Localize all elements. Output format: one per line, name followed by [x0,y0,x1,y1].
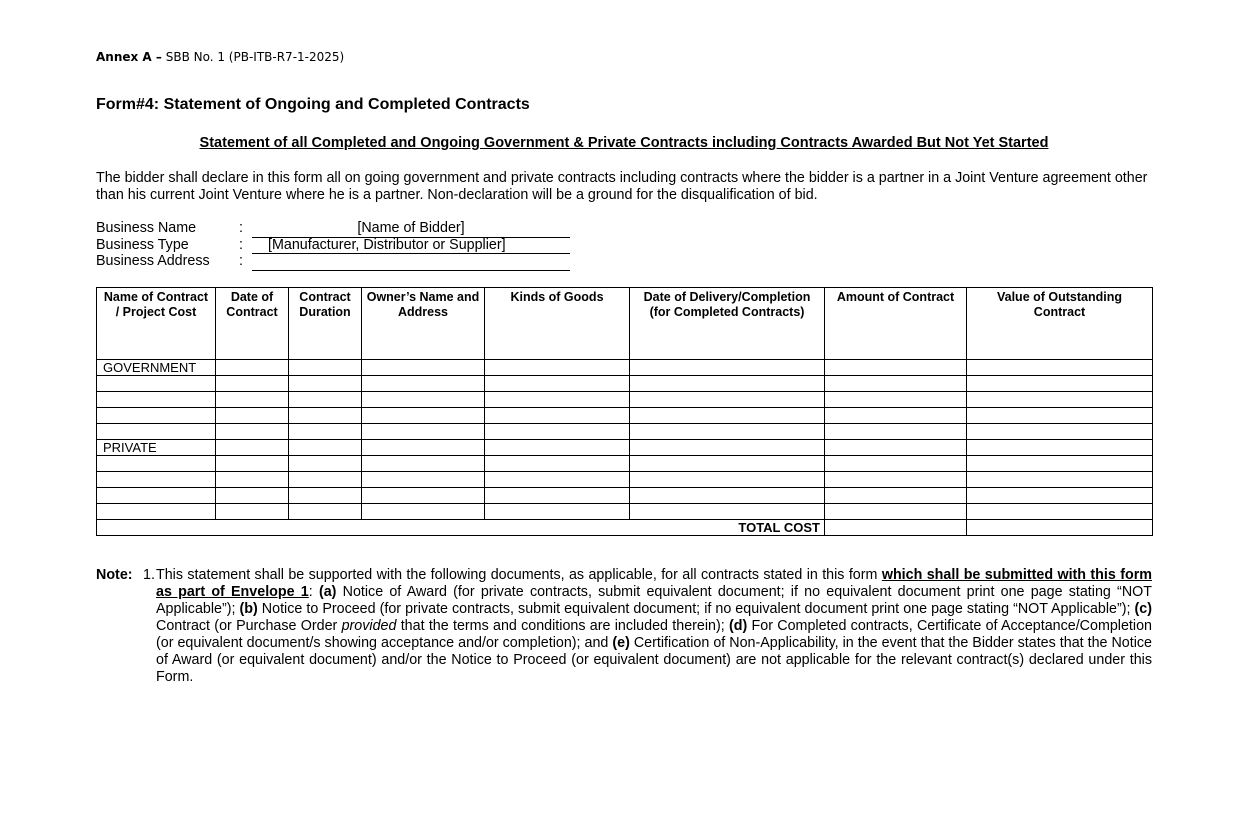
note-item-d-label: (d) [729,618,748,634]
business-address-colon: : [239,253,243,269]
note-item-b: Notice to Proceed (for private contracts, submit equivalent document; if no equivalent document print one page stating “NOT Applicable”); [257,601,1135,617]
col-header-owner: Owner’s Name and Address [362,288,485,360]
col-header-contract-duration: Contract Duration [289,288,362,360]
table-cell[interactable] [825,472,967,488]
table-row [97,456,1153,472]
table-cell[interactable] [825,440,967,456]
table-cell[interactable] [97,408,216,424]
table-row [97,504,1153,520]
note-item-c-part1: Contract (or Purchase Order [156,618,342,634]
table-cell[interactable] [967,472,1153,488]
table-cell[interactable] [216,360,289,376]
table-cell[interactable] [485,488,630,504]
note-label: Note: [96,567,133,583]
table-row [97,408,1153,424]
table-cell[interactable] [630,472,825,488]
note-item-d: For Completed contracts, Certificate of Acceptance/Completion (or equivalent document/s showing acceptance and/or completion); and [156,618,1152,651]
table-cell[interactable] [362,360,485,376]
table-cell[interactable] [362,472,485,488]
table-cell[interactable] [216,504,289,520]
table-row [97,472,1153,488]
total-outstanding-cell[interactable] [967,520,1153,536]
table-cell[interactable] [97,504,216,520]
table-row-private [97,440,1153,456]
table-cell[interactable] [97,392,216,408]
col-header-date-of-contract: Date of Contract [216,288,289,360]
table-cell[interactable] [289,392,362,408]
table-row [97,392,1153,408]
table-cell[interactable] [630,456,825,472]
form-subtitle: Statement of all Completed and Ongoing Government & Private Contracts including Contracts Awarded But Not Yet Started [199,135,1049,151]
note-item-e: Certification of Non-Applicability, in the event that the Bidder states that the Notice of Award (or equivalent document) and/or the Notice to Proceed (or equivalent document) are not applicable for the relevant contract(s) declared under this Form. [156,635,1152,685]
table-cell[interactable] [216,440,289,456]
table-header-row [97,288,1153,360]
table-cell[interactable] [289,376,362,392]
table-cell[interactable] [630,424,825,440]
business-type-field[interactable]: [Manufacturer, Distributor or Supplier] [252,237,570,254]
table-cell[interactable] [485,408,630,424]
table-cell[interactable] [289,472,362,488]
section-label-government: GOVERNMENT [97,360,216,376]
table-cell[interactable] [485,376,630,392]
table-cell[interactable] [362,488,485,504]
table-cell[interactable] [485,456,630,472]
business-type-label: Business Type [96,237,189,253]
note-item-a-label: (a) [318,584,337,600]
table-cell[interactable] [630,488,825,504]
table-cell[interactable] [289,408,362,424]
table-row-total [97,520,1153,536]
table-cell[interactable] [289,440,362,456]
table-row [97,424,1153,440]
annex-header [96,50,344,64]
table-cell[interactable] [825,360,967,376]
table-cell[interactable] [362,424,485,440]
note-item-c-italic: provided [341,618,397,634]
table-cell[interactable] [216,424,289,440]
table-cell[interactable] [825,424,967,440]
table-cell[interactable] [289,456,362,472]
table-cell[interactable] [967,392,1153,408]
annex-label: Annex A – [96,50,162,64]
table-cell[interactable] [362,440,485,456]
annex-reference: SBB No. 1 (PB-ITB-R7-1-2025) [161,50,345,64]
col-header-delivery-date: Date of Delivery/Completion (for Completed Contracts) [630,288,825,360]
table-cell[interactable] [362,504,485,520]
note-text [156,567,1152,686]
table-cell[interactable] [485,360,630,376]
table-cell[interactable] [289,488,362,504]
table-cell[interactable] [630,392,825,408]
table-cell[interactable] [216,392,289,408]
table-cell[interactable] [216,456,289,472]
section-label-private: PRIVATE [97,440,216,456]
table-cell[interactable] [289,360,362,376]
business-address-field[interactable] [252,253,570,271]
table-cell[interactable] [967,488,1153,504]
table-cell[interactable] [825,408,967,424]
form-title: Form#4: Statement of Ongoing and Completed Contracts [96,96,530,113]
table-cell[interactable] [485,504,630,520]
table-cell[interactable] [825,392,967,408]
table-cell[interactable] [630,360,825,376]
col-header-kinds-of-goods: Kinds of Goods [485,288,630,360]
contracts-table [96,287,1153,536]
table-cell[interactable] [485,424,630,440]
table-cell[interactable] [630,504,825,520]
note-item-c-part2: that the terms and conditions are included therein); [396,618,729,634]
table-cell[interactable] [967,456,1153,472]
table-cell[interactable] [362,392,485,408]
total-cost-label: TOTAL COST [97,520,825,536]
note-colon: : [308,584,319,600]
note-number: 1. [143,567,155,583]
table-cell[interactable] [97,472,216,488]
intro-paragraph: The bidder shall declare in this form all on going government and private contracts including contracts where the bidder is a partner in a Joint Venture agreement other than his current Joint Venture where he is a partner. Non-declaration will be a ground for the disqualification of bid. [96,170,1148,203]
table-cell[interactable] [485,392,630,408]
table-cell[interactable] [362,408,485,424]
table-cell[interactable] [362,456,485,472]
total-amount-cell[interactable] [825,520,967,536]
note-item-e-label: (e) [612,635,630,651]
note-envelope-emphasis: which shall be submitted with this form as part of Envelope 1 [156,567,1152,600]
note-item-a: Notice of Award (for private contracts, submit equivalent document; if no equivalent document print one page stating “NOT Applicable”); [156,584,1152,617]
business-address-label: Business Address [96,253,210,269]
table-row [97,376,1153,392]
table-cell[interactable] [216,472,289,488]
table-cell[interactable] [825,504,967,520]
table-cell[interactable] [630,440,825,456]
table-cell[interactable] [216,408,289,424]
table-cell[interactable] [967,424,1153,440]
business-name-colon: : [239,220,243,236]
table-cell[interactable] [967,504,1153,520]
col-header-amount: Amount of Contract [825,288,967,360]
business-name-field[interactable]: [Name of Bidder] [252,220,570,238]
table-cell[interactable] [97,488,216,504]
table-cell[interactable] [97,376,216,392]
table-row-government [97,360,1153,376]
table-row [97,488,1153,504]
table-cell[interactable] [825,488,967,504]
col-header-contract-name: Name of Contract / Project Cost [97,288,216,360]
table-cell[interactable] [485,440,630,456]
business-name-label: Business Name [96,220,197,236]
table-cell[interactable] [97,456,216,472]
table-cell[interactable] [97,424,216,440]
table-cell[interactable] [362,376,485,392]
table-cell[interactable] [630,408,825,424]
table-cell[interactable] [289,504,362,520]
table-cell[interactable] [825,456,967,472]
table-cell[interactable] [216,376,289,392]
table-cell[interactable] [630,376,825,392]
note-item-b-label: (b) [239,601,258,617]
business-type-colon: : [239,237,243,253]
table-cell[interactable] [967,360,1153,376]
table-cell[interactable] [825,376,967,392]
table-cell[interactable] [967,408,1153,424]
col-header-outstanding-value: Value of Outstanding Contract [967,288,1153,360]
note-item-c-label: (c) [1134,601,1152,617]
table-cell[interactable] [485,472,630,488]
note-intro: This statement shall be supported with the following documents, as applicable, for all contracts stated in this form [156,567,882,583]
table-cell[interactable] [967,440,1153,456]
table-cell[interactable] [967,376,1153,392]
table-cell[interactable] [289,424,362,440]
table-cell[interactable] [216,488,289,504]
